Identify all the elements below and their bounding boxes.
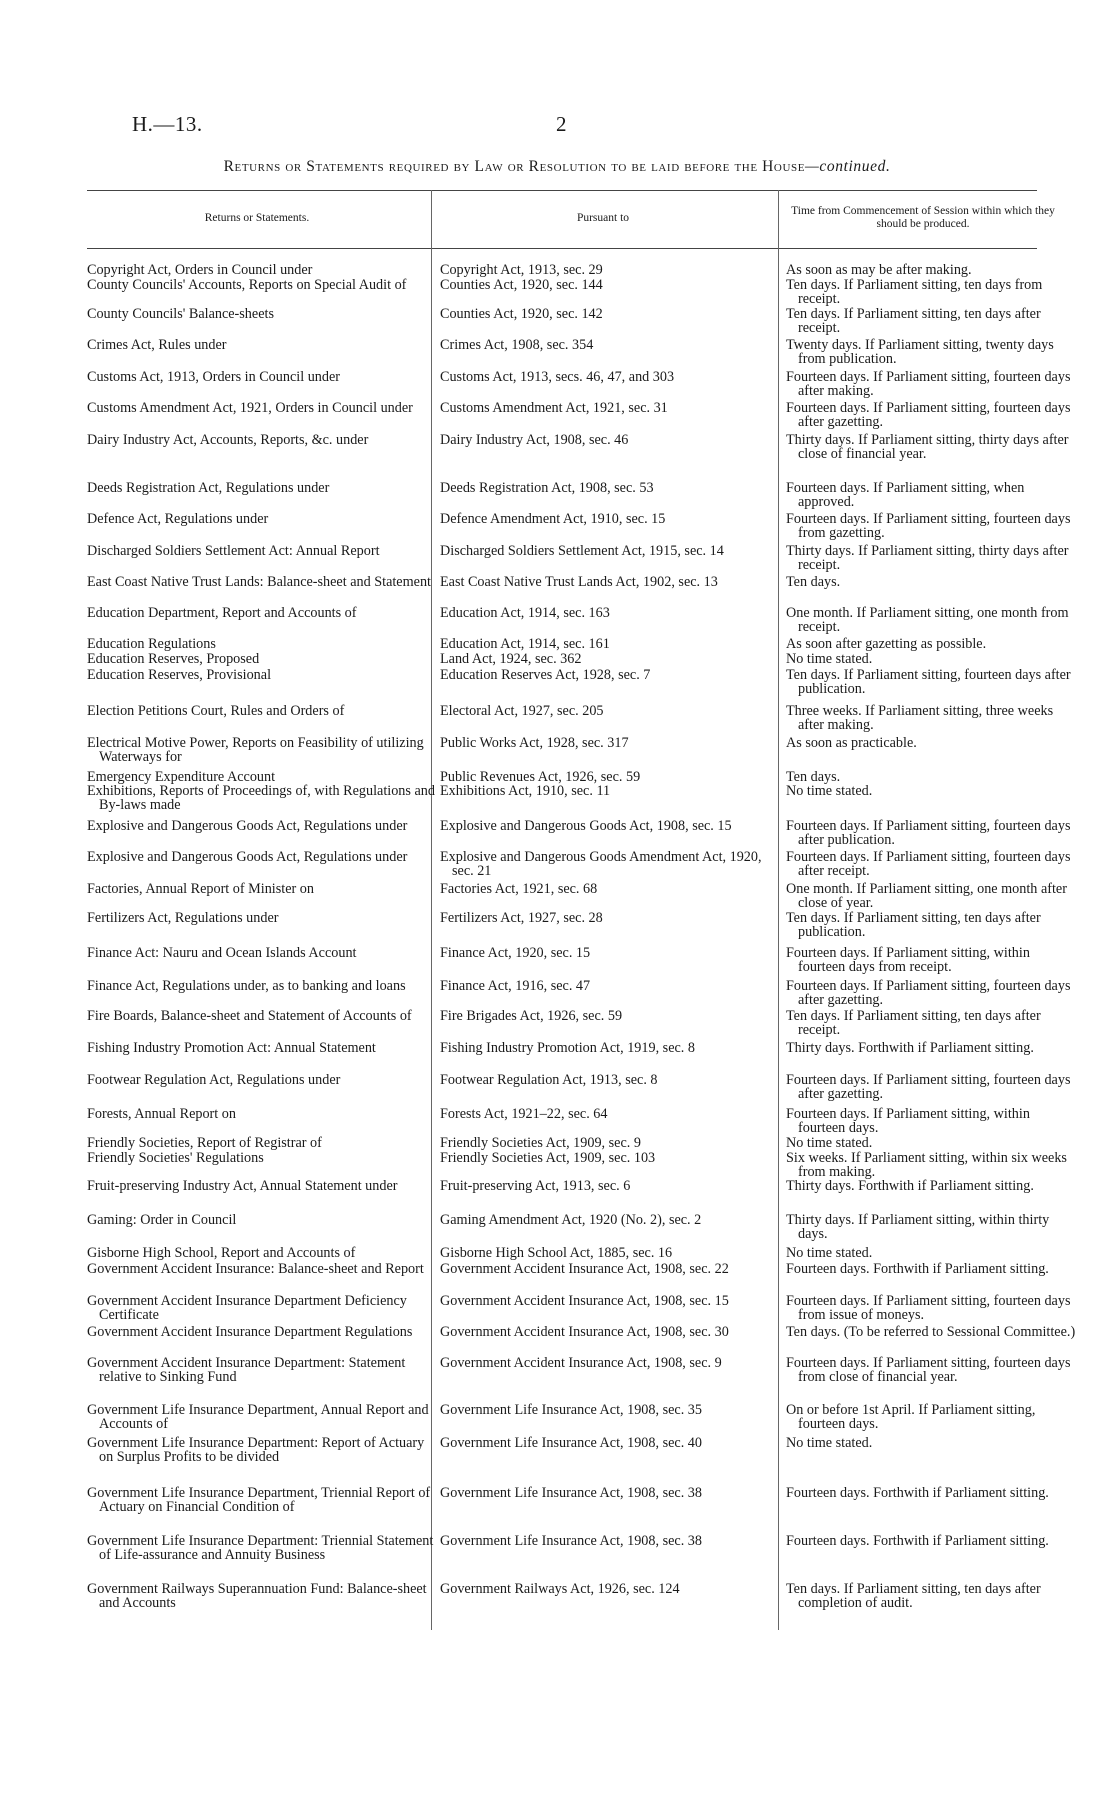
time-cell: No time stated. — [786, 783, 873, 799]
returns-cell: County Councils' Balance-sheets — [87, 306, 274, 322]
time-cell: No time stated. — [786, 1135, 873, 1151]
page-title — [0, 158, 1114, 176]
returns-cell: Dairy Industry Act, Accounts, Reports, &c. under — [87, 432, 369, 448]
time-cell: Fourteen days. If Parliament sitting, fourteen days after publication. — [786, 818, 1071, 849]
returns-cell: Education Regulations — [87, 636, 216, 652]
returns-cell: Government Life Insurance Department: Triennial Statement of Life-assurance and Annuity Business — [87, 1533, 434, 1564]
pursuant-cell: Counties Act, 1920, sec. 144 — [440, 277, 603, 293]
time-cell: No time stated. — [786, 1435, 873, 1451]
returns-cell: Finance Act: Nauru and Ocean Islands Account — [87, 945, 357, 961]
header-rule — [87, 248, 1037, 249]
returns-cell: Crimes Act, Rules under — [87, 337, 227, 353]
returns-cell: Government Life Insurance Department: Report of Actuary on Surplus Profits to be divided — [87, 1435, 425, 1466]
time-cell: As soon after gazetting as possible. — [786, 636, 987, 652]
pursuant-cell: Defence Amendment Act, 1910, sec. 15 — [440, 511, 666, 527]
time-cell: Ten days. — [786, 574, 841, 590]
returns-cell: Discharged Soldiers Settlement Act: Annual Report — [87, 543, 380, 559]
pursuant-cell: Exhibitions Act, 1910, sec. 11 — [440, 783, 611, 799]
time-cell: Fourteen days. If Parliament sitting, fourteen days from close of financial year. — [786, 1355, 1071, 1386]
time-cell: Thirty days. Forthwith if Parliament sitting. — [786, 1178, 1034, 1194]
time-cell: Ten days. If Parliament sitting, ten days after publication. — [786, 910, 1041, 941]
returns-cell: Deeds Registration Act, Regulations under — [87, 480, 330, 496]
pursuant-cell: Copyright Act, 1913, sec. 29 — [440, 262, 603, 278]
returns-cell: Government Accident Insurance Department Deficiency Certificate — [87, 1293, 407, 1324]
time-cell: Thirty days. If Parliament sitting, within thirty days. — [786, 1212, 1050, 1243]
pursuant-cell: Government Accident Insurance Act, 1908, sec. 9 — [440, 1355, 722, 1371]
returns-cell: Fishing Industry Promotion Act: Annual Statement — [87, 1040, 376, 1056]
time-cell: Thirty days. Forthwith if Parliament sitting. — [786, 1040, 1034, 1056]
returns-cell: Explosive and Dangerous Goods Act, Regulations under — [87, 849, 408, 865]
returns-cell: Fire Boards, Balance-sheet and Statement of Accounts of — [87, 1008, 412, 1024]
time-cell: Ten days. If Parliament sitting, fourteen days after publication. — [786, 667, 1071, 698]
pursuant-cell: Fire Brigades Act, 1926, sec. 59 — [440, 1008, 623, 1024]
column-header-time: Time from Commencement of Session within which they should be produced. — [791, 205, 1055, 230]
returns-cell: Exhibitions, Reports of Proceedings of, with Regulations and By-laws made — [87, 783, 435, 814]
returns-cell: Education Reserves, Proposed — [87, 651, 260, 667]
returns-cell: Government Railways Superannuation Fund: Balance-sheet and Accounts — [87, 1581, 427, 1612]
column-header-returns: Returns or Statements. — [204, 212, 310, 224]
pursuant-cell: Footwear Regulation Act, 1913, sec. 8 — [440, 1072, 658, 1088]
time-cell: Fourteen days. If Parliament sitting, within fourteen days from receipt. — [786, 945, 1030, 976]
time-cell: Six weeks. If Parliament sitting, within six weeks from making. — [786, 1150, 1067, 1181]
time-cell: Fourteen days. If Parliament sitting, within fourteen days. — [786, 1106, 1030, 1137]
pursuant-cell: Friendly Societies Act, 1909, sec. 103 — [440, 1150, 656, 1166]
returns-cell: Election Petitions Court, Rules and Orders of — [87, 703, 345, 719]
time-cell: Fourteen days. If Parliament sitting, fourteen days after gazetting. — [786, 400, 1071, 431]
pursuant-cell: Customs Act, 1913, secs. 46, 47, and 303 — [440, 369, 675, 385]
returns-cell: Emergency Expenditure Account — [87, 769, 276, 785]
returns-cell: Finance Act, Regulations under, as to banking and loans — [87, 978, 406, 994]
pursuant-cell: Forests Act, 1921–22, sec. 64 — [440, 1106, 608, 1122]
time-cell: No time stated. — [786, 1245, 873, 1261]
column-divider-2 — [778, 190, 779, 1630]
time-cell: Fourteen days. If Parliament sitting, fourteen days after gazetting. — [786, 978, 1071, 1009]
returns-cell: Education Reserves, Provisional — [87, 667, 272, 683]
returns-cell: East Coast Native Trust Lands: Balance-sheet and Statement — [87, 574, 431, 590]
pursuant-cell: Education Act, 1914, sec. 163 — [440, 605, 610, 621]
top-rule — [87, 190, 1037, 191]
column-header-pursuant: Pursuant to — [576, 212, 630, 224]
returns-cell: Government Accident Insurance Department: Statement relative to Sinking Fund — [87, 1355, 406, 1386]
pursuant-cell: Government Life Insurance Act, 1908, sec. 38 — [440, 1485, 702, 1501]
time-cell: Three weeks. If Parliament sitting, three weeks after making. — [786, 703, 1054, 734]
returns-cell: Footwear Regulation Act, Regulations under — [87, 1072, 341, 1088]
pursuant-cell: Gaming Amendment Act, 1920 (No. 2), sec. 2 — [440, 1212, 702, 1228]
pursuant-cell: Finance Act, 1920, sec. 15 — [440, 945, 591, 961]
pursuant-cell: Education Act, 1914, sec. 161 — [440, 636, 610, 652]
returns-cell: Gisborne High School, Report and Accounts of — [87, 1245, 356, 1261]
pursuant-cell: Gisborne High School Act, 1885, sec. 16 — [440, 1245, 673, 1261]
pursuant-cell: Finance Act, 1916, sec. 47 — [440, 978, 591, 994]
time-cell: Thirty days. If Parliament sitting, thirty days after receipt. — [786, 543, 1069, 574]
time-cell: Ten days. If Parliament sitting, ten days after completion of audit. — [786, 1581, 1041, 1612]
pursuant-cell: Friendly Societies Act, 1909, sec. 9 — [440, 1135, 641, 1151]
pursuant-cell: Explosive and Dangerous Goods Amendment Act, 1920, sec. 21 — [440, 849, 762, 880]
pursuant-cell: Government Life Insurance Act, 1908, sec. 40 — [440, 1435, 702, 1451]
returns-cell: Friendly Societies' Regulations — [87, 1150, 264, 1166]
title-continued: —continued. — [805, 158, 891, 175]
returns-cell: Education Department, Report and Accounts of — [87, 605, 357, 621]
returns-cell: Gaming: Order in Council — [87, 1212, 237, 1228]
returns-cell: Fruit-preserving Industry Act, Annual Statement under — [87, 1178, 398, 1194]
pursuant-cell: Government Railways Act, 1926, sec. 124 — [440, 1581, 680, 1597]
pursuant-cell: Explosive and Dangerous Goods Act, 1908, sec. 15 — [440, 818, 732, 834]
time-cell: Ten days. If Parliament sitting, ten days from receipt. — [786, 277, 1043, 308]
pursuant-cell: Crimes Act, 1908, sec. 354 — [440, 337, 594, 353]
page-number: 2 — [556, 112, 567, 136]
time-cell: Ten days. If Parliament sitting, ten days after receipt. — [786, 306, 1041, 337]
time-cell: Ten days. — [786, 769, 841, 785]
time-cell: One month. If Parliament sitting, one month from receipt. — [786, 605, 1069, 636]
title-main: Returns or Statements required by Law or Resolution to be laid before the House — [223, 158, 806, 175]
pursuant-cell: Fruit-preserving Act, 1913, sec. 6 — [440, 1178, 631, 1194]
time-cell: As soon as practicable. — [786, 735, 917, 751]
pursuant-cell: East Coast Native Trust Lands Act, 1902, sec. 13 — [440, 574, 718, 590]
time-cell: Fourteen days. If Parliament sitting, fourteen days after gazetting. — [786, 1072, 1071, 1103]
pursuant-cell: Education Reserves Act, 1928, sec. 7 — [440, 667, 651, 683]
returns-cell: Customs Act, 1913, Orders in Council under — [87, 369, 340, 385]
pursuant-cell: Government Life Insurance Act, 1908, sec. 35 — [440, 1402, 702, 1418]
pursuant-cell: Fishing Industry Promotion Act, 1919, sec. 8 — [440, 1040, 695, 1056]
pursuant-cell: Public Works Act, 1928, sec. 317 — [440, 735, 629, 751]
document-code: H.—13. — [132, 112, 203, 136]
time-cell: Fourteen days. Forthwith if Parliament sitting. — [786, 1533, 1049, 1549]
pursuant-cell: Public Revenues Act, 1926, sec. 59 — [440, 769, 641, 785]
time-cell: Fourteen days. If Parliament sitting, fourteen days from issue of moneys. — [786, 1293, 1071, 1324]
time-cell: Fourteen days. If Parliament sitting, when approved. — [786, 480, 1025, 511]
time-cell: Fourteen days. If Parliament sitting, fourteen days after making. — [786, 369, 1071, 400]
returns-cell: Factories, Annual Report of Minister on — [87, 881, 314, 897]
time-cell: As soon as may be after making. — [786, 262, 972, 278]
time-cell: Fourteen days. Forthwith if Parliament sitting. — [786, 1485, 1049, 1501]
pursuant-cell: Customs Amendment Act, 1921, sec. 31 — [440, 400, 668, 416]
pursuant-cell: Deeds Registration Act, 1908, sec. 53 — [440, 480, 654, 496]
returns-cell: Customs Amendment Act, 1921, Orders in Council under — [87, 400, 413, 416]
time-cell: Thirty days. If Parliament sitting, thirty days after close of financial year. — [786, 432, 1069, 463]
time-cell: Fourteen days. If Parliament sitting, fourteen days from gazetting. — [786, 511, 1071, 542]
pursuant-cell: Discharged Soldiers Settlement Act, 1915, sec. 14 — [440, 543, 724, 559]
pursuant-cell: Dairy Industry Act, 1908, sec. 46 — [440, 432, 629, 448]
time-cell: Ten days. (To be referred to Sessional Committee.) — [786, 1324, 1076, 1340]
time-cell: Fourteen days. If Parliament sitting, fourteen days after receipt. — [786, 849, 1071, 880]
pursuant-cell: Land Act, 1924, sec. 362 — [440, 651, 582, 667]
returns-cell: Electrical Motive Power, Reports on Feasibility of utilizing Waterways for — [87, 735, 424, 766]
pursuant-cell: Government Accident Insurance Act, 1908, sec. 22 — [440, 1261, 729, 1277]
time-cell: Twenty days. If Parliament sitting, twenty days from publication. — [786, 337, 1054, 368]
pursuant-cell: Fertilizers Act, 1927, sec. 28 — [440, 910, 603, 926]
pursuant-cell: Government Life Insurance Act, 1908, sec. 38 — [440, 1533, 702, 1549]
returns-cell: Government Life Insurance Department, Triennial Report of Actuary on Financial Condition of — [87, 1485, 431, 1516]
returns-cell: Fertilizers Act, Regulations under — [87, 910, 279, 926]
pursuant-cell: Government Accident Insurance Act, 1908, sec. 15 — [440, 1293, 729, 1309]
pursuant-cell: Counties Act, 1920, sec. 142 — [440, 306, 603, 322]
time-cell: On or before 1st April. If Parliament sitting, fourteen days. — [786, 1402, 1036, 1433]
time-cell: Fourteen days. Forthwith if Parliament sitting. — [786, 1261, 1049, 1277]
returns-cell: County Councils' Accounts, Reports on Special Audit of — [87, 277, 407, 293]
returns-cell: Forests, Annual Report on — [87, 1106, 236, 1122]
pursuant-cell: Government Accident Insurance Act, 1908, sec. 30 — [440, 1324, 729, 1340]
time-cell: Ten days. If Parliament sitting, ten days after receipt. — [786, 1008, 1041, 1039]
time-cell: One month. If Parliament sitting, one month after close of year. — [786, 881, 1067, 912]
returns-cell: Defence Act, Regulations under — [87, 511, 269, 527]
returns-cell: Government Accident Insurance: Balance-sheet and Report — [87, 1261, 424, 1277]
returns-cell: Government Life Insurance Department, Annual Report and Accounts of — [87, 1402, 429, 1433]
pursuant-cell: Factories Act, 1921, sec. 68 — [440, 881, 598, 897]
time-cell: No time stated. — [786, 651, 873, 667]
returns-cell: Explosive and Dangerous Goods Act, Regulations under — [87, 818, 408, 834]
returns-cell: Friendly Societies, Report of Registrar of — [87, 1135, 322, 1151]
returns-cell: Copyright Act, Orders in Council under — [87, 262, 313, 278]
pursuant-cell: Electoral Act, 1927, sec. 205 — [440, 703, 604, 719]
returns-cell: Government Accident Insurance Department Regulations — [87, 1324, 413, 1340]
